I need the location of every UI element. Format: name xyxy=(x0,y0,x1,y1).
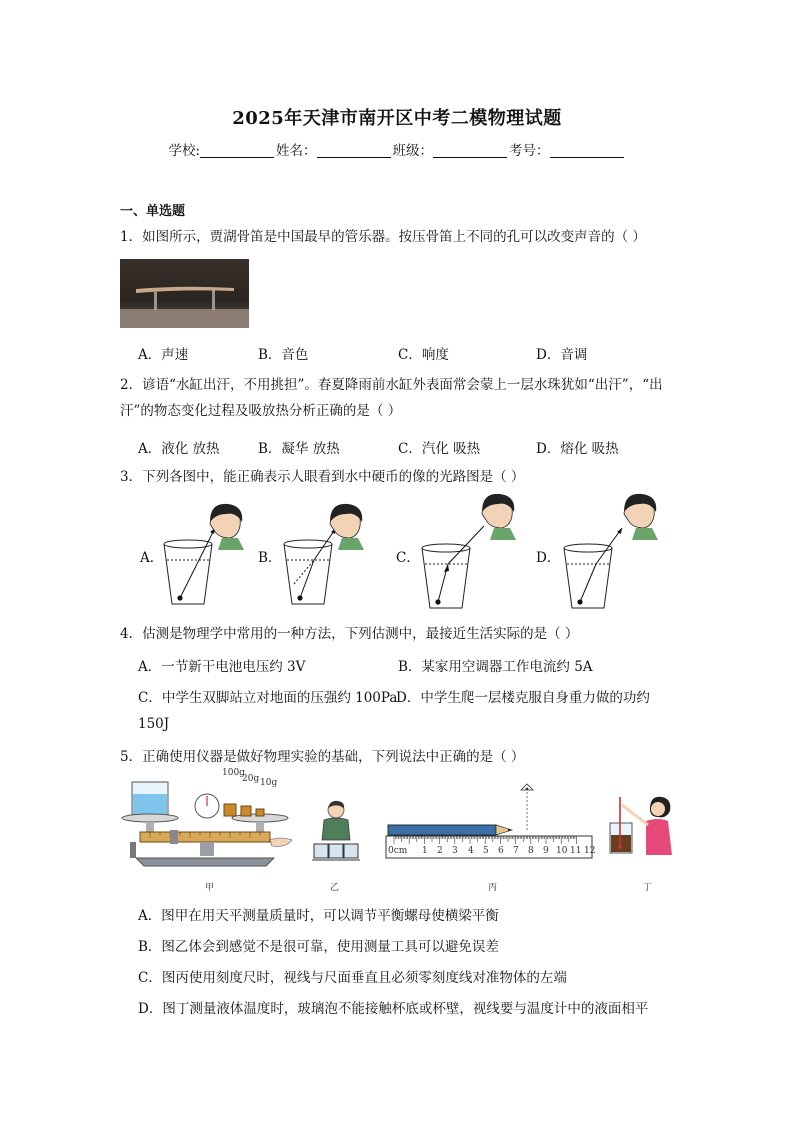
ruler-tick-label: 7 xyxy=(513,846,519,856)
q2-option-b: B．凝华 放热 xyxy=(258,441,340,457)
ruler-tick-label: 9 xyxy=(543,846,549,856)
q3-option-c: C． xyxy=(396,550,420,566)
q4-option-b: B．某家用空调器工作电流约 5A xyxy=(398,659,593,675)
ruler-tick-label: 12 xyxy=(584,846,596,856)
number-label: 考号： xyxy=(509,143,550,159)
q4-option-c: C．中学生双脚站立对地面的压强约 100Pa xyxy=(138,690,398,706)
ruler-tick-label: 8 xyxy=(528,846,534,856)
q5-option-b: B．图乙体会到感觉不是很可靠，使用测量工具可以避免误差 xyxy=(138,939,499,955)
bone-flute-photo xyxy=(120,259,249,328)
boy-head-icon xyxy=(210,504,244,550)
weight-label-10g: 10g xyxy=(260,778,278,788)
ruler-tick-label: 4 xyxy=(468,846,474,856)
ruler-tick-label: 2 xyxy=(437,846,443,856)
number-blank xyxy=(550,143,624,158)
caption-ding: 丁 xyxy=(643,883,653,893)
thermometer-girl-figure xyxy=(606,795,678,861)
q5-option-c: C．图丙使用刻度尺时，视线与尺面垂直且必须零刻度线对准物体的左端 xyxy=(138,970,567,986)
ruler-tick-label: 10 xyxy=(556,846,568,856)
q3-option-b: B． xyxy=(258,550,282,566)
q1-option-b: B．音色 xyxy=(258,347,309,363)
q2-option-d: D．熔化 吸热 xyxy=(536,441,619,457)
q4-stem: 4．估测是物理学中常用的一种方法，下列估测中，最接近生活实际的是（ ） xyxy=(120,626,579,642)
weight-label-20g: 20g xyxy=(242,774,260,784)
ruler-tick-label: 11 xyxy=(570,846,582,856)
class-label: 班级： xyxy=(392,143,434,159)
ruler-tick-label: 3 xyxy=(452,846,458,856)
q2-stem-line1: 2．谚语“水缸出汗，不用挑担”。春夏降雨前水缸外表面常会蒙上一层水珠犹如“出汗”，“出 xyxy=(120,377,663,393)
q3-diagram-b xyxy=(280,500,380,610)
q1-option-a: A．声速 xyxy=(138,347,189,363)
q3-stem: 3．下列各图中，能正确表示人眼看到水中硬币的像的光路图是（ ） xyxy=(120,469,525,485)
name-blank xyxy=(317,143,391,158)
school-label: 学校: xyxy=(168,143,201,159)
q5-option-a: A．图甲在用天平测量质量时，可以调节平衡螺母使横梁平衡 xyxy=(138,908,499,924)
caption-bing: 丙 xyxy=(488,883,498,893)
eye-icon xyxy=(521,784,533,790)
q4-option-d-line2: 150J xyxy=(138,716,170,732)
balance-scale-figure xyxy=(120,778,295,870)
q3-option-d: D． xyxy=(536,550,561,566)
ruler-tick-label: 6 xyxy=(498,846,504,856)
q1-option-d: D．音调 xyxy=(536,347,588,363)
q3-option-a: A． xyxy=(140,550,164,566)
ruler-tick-label: 5 xyxy=(483,846,489,856)
q4-option-d-line1: D．中学生爬一层楼克服自身重力做的功约 xyxy=(396,690,650,706)
q2-option-a: A．液化 放热 xyxy=(138,441,220,457)
section-heading: 一、单选题 xyxy=(120,204,186,219)
q2-stem-line2: 汗”的物态变化过程及吸放热分析正确的是（ ） xyxy=(120,403,402,419)
caption-yi: 乙 xyxy=(330,883,340,893)
q5-option-d: D．图丁测量液体温度时，玻璃泡不能接触杯底或杯壁，视线要与温度计中的液面相平 xyxy=(138,1001,649,1017)
student-info-line xyxy=(0,139,794,159)
name-label: 姓名： xyxy=(276,143,317,159)
ruler-tick-label: 1 xyxy=(422,846,428,856)
class-blank xyxy=(433,143,507,158)
q4-option-a: A．一节新干电池电压约 3V xyxy=(138,659,306,675)
weight-label-100g: 100g xyxy=(222,768,245,778)
ruler-tick-labels xyxy=(388,846,596,858)
q1-option-c: C．响度 xyxy=(398,347,449,363)
page-title: 2025年天津市南开区中考二模物理试题 xyxy=(232,108,562,129)
q3-diagram-a xyxy=(160,500,260,610)
ruler-unit-label: 0cm xyxy=(388,846,408,856)
q5-stem: 5．正确使用仪器是做好物理实验的基础，下列说法中正确的是（ ） xyxy=(120,749,525,765)
caption-jia: 甲 xyxy=(205,883,215,893)
q2-option-c: C．汽化 吸热 xyxy=(398,441,481,457)
q3-diagram-c xyxy=(418,496,528,614)
hands-in-water-figure xyxy=(312,800,360,866)
q1-stem: 1．如图所示，贾湖骨笛是中国最早的管乐器。按压骨笛上不同的孔可以改变声音的（ ） xyxy=(120,229,646,245)
school-blank xyxy=(200,143,274,158)
q3-diagram-d xyxy=(560,496,670,614)
